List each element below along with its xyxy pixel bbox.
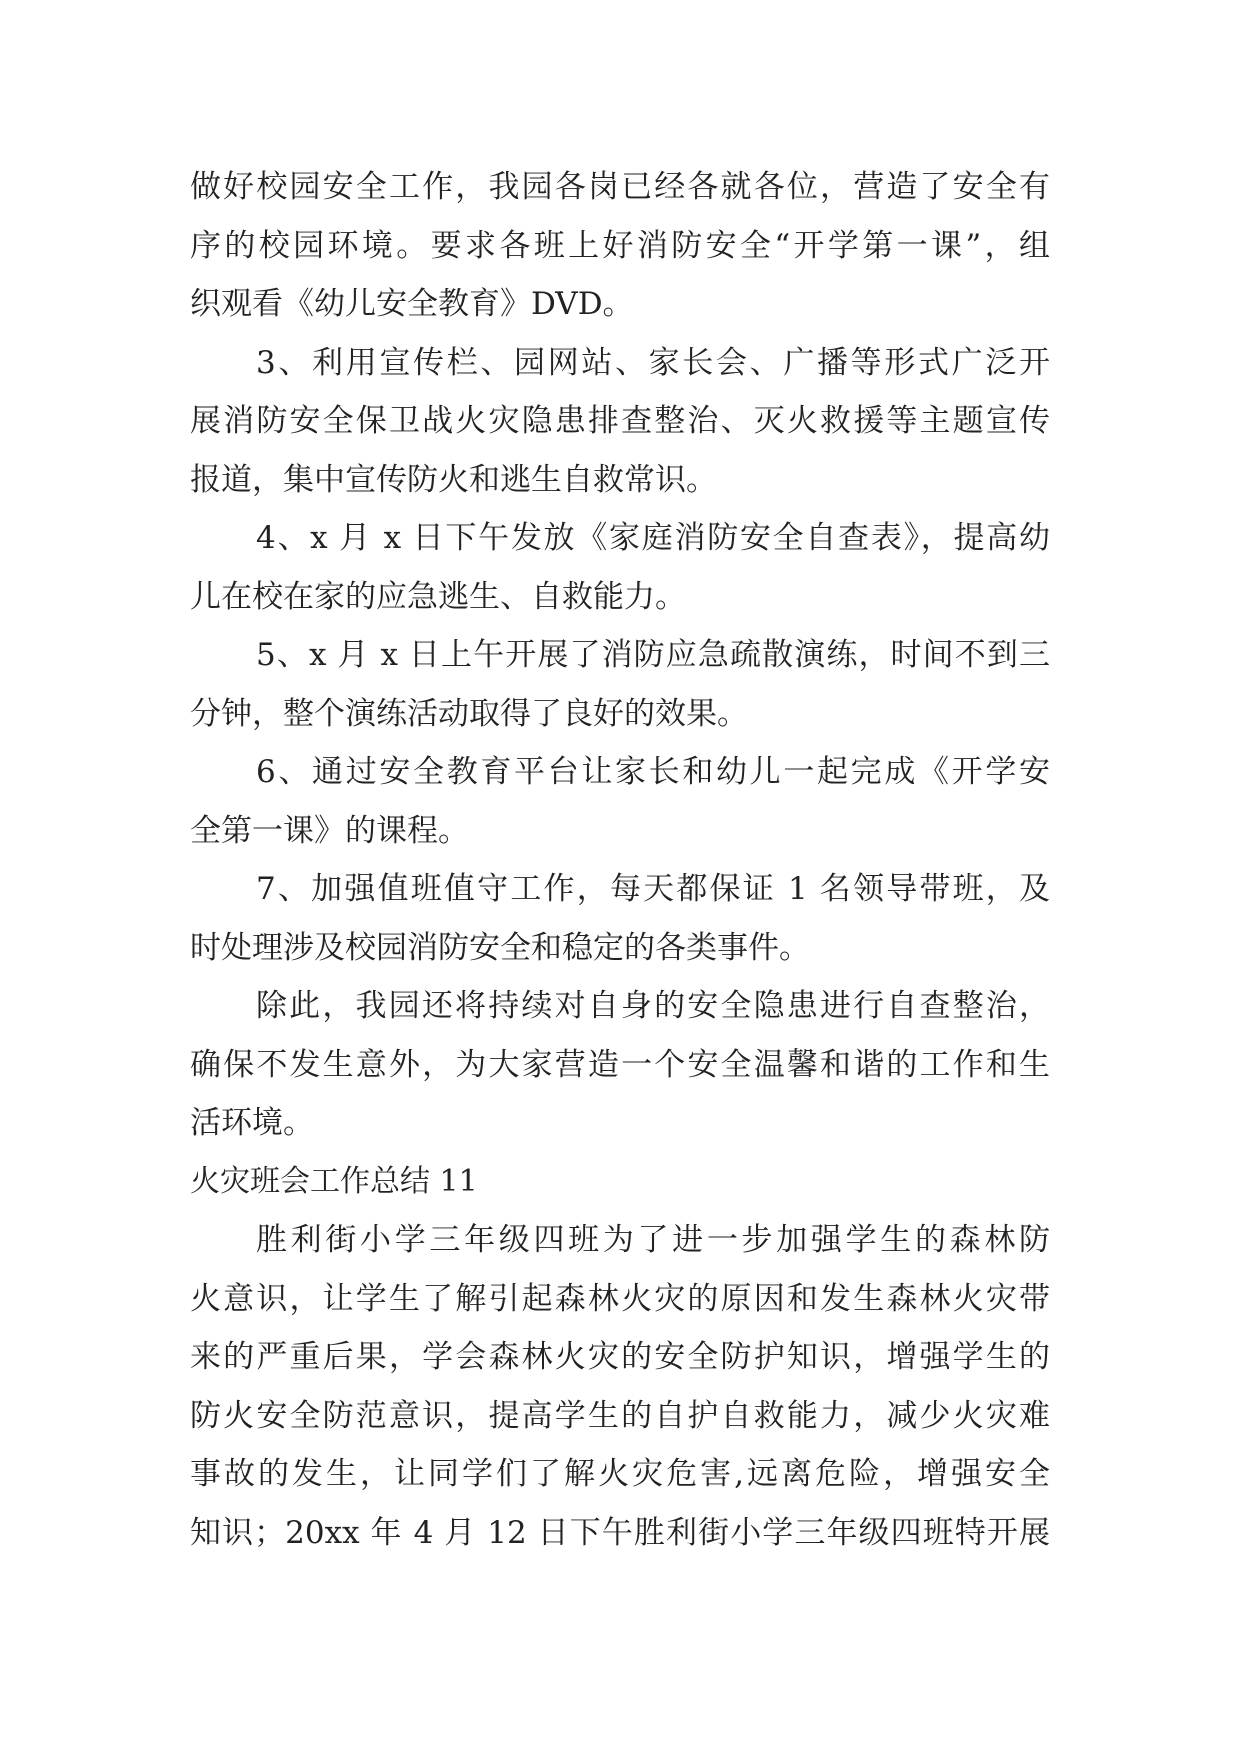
- document-body: [190, 158, 1050, 1562]
- text-line: 7、加强值班值守工作，每天都保证 1 名领导带班，及: [256, 871, 1050, 907]
- text-line: 防火安全防范意识，提高学生的自护自救能力，减少火灾难: [190, 1397, 1050, 1434]
- text-line: 展消防安全保卫战火灾隐患排查整治、灭火救援等主题宣传: [190, 403, 1050, 439]
- text-line: 序的校园环境。要求各班上好消防安全“开学第一课”，组: [190, 227, 1050, 264]
- text-line: 知识；20xx 年 4 月 12 日下午胜利街小学三年级四班特开展: [190, 1514, 1050, 1551]
- text-line: 3、利用宣传栏、园网站、家长会、广播等形式广泛开: [256, 344, 1050, 381]
- section-heading: 火灾班会工作总结 11: [190, 1163, 478, 1199]
- text-line: 活环境。: [190, 1105, 314, 1141]
- text-line: 做好校园安全工作，我园各岗已经各就各位，营造了安全有: [190, 169, 1050, 205]
- text-line: 儿在校在家的应急逃生、自救能力。: [190, 578, 686, 615]
- text-line: 确保不发生意外，为大家营造一个安全温馨和谐的工作和生: [190, 1046, 1050, 1083]
- text-line: 来的严重后果，学会森林火灾的安全防护知识，增强学生的: [190, 1339, 1050, 1375]
- text-line: 5、x 月 x 日上午开展了消防应急疏散演练，时间不到三: [256, 637, 1050, 673]
- text-line: 6、通过安全教育平台让家长和幼儿一起完成《开学安: [256, 754, 1050, 790]
- text-line: 胜利街小学三年级四班为了进一步加强学生的森林防: [256, 1222, 1050, 1258]
- text-line: 全第一课》的课程。: [190, 812, 469, 849]
- text-line: 分钟，整个演练活动取得了良好的效果。: [190, 695, 748, 732]
- text-line: 4、x 月 x 日下午发放《家庭消防安全自查表》，提高幼: [256, 520, 1050, 556]
- text-line: 时处理涉及校园消防安全和稳定的各类事件。: [190, 929, 810, 966]
- text-line: 事故的发生，让同学们了解火灾危害,远离危险，增强安全: [190, 1456, 1050, 1492]
- text-line: 报道，集中宣传防火和逃生自救常识。: [190, 461, 717, 498]
- text-line: 织观看《幼儿安全教育》DVD。: [190, 286, 634, 322]
- text-line: 火意识，让学生了解引起森林火灾的原因和发生森林火灾带: [190, 1280, 1050, 1317]
- text-line: 除此，我园还将持续对自身的安全隐患进行自查整治，: [256, 988, 1050, 1024]
